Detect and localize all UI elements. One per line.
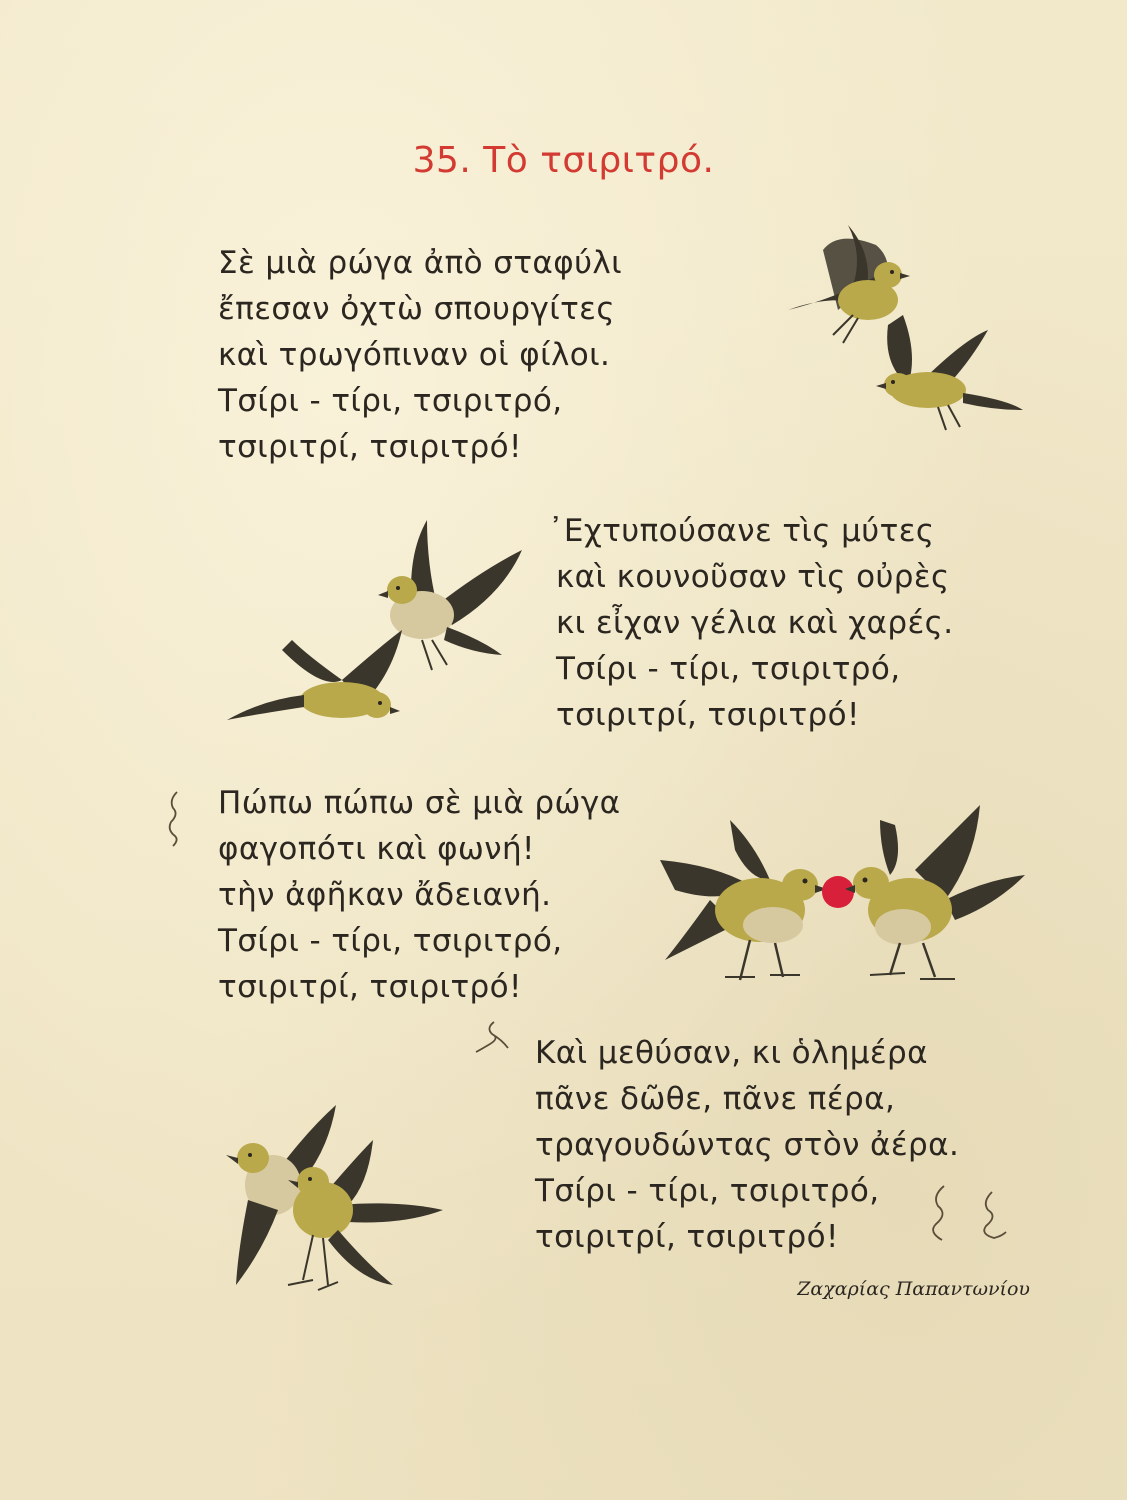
- sparrow-icon: [876, 315, 1023, 430]
- verse-line: τσιριτρί, τσιριτρό!: [218, 429, 522, 465]
- verse-line: Τσίρι - τίρι, τσιριτρό,: [218, 383, 563, 419]
- sparrow-icon: [378, 520, 522, 670]
- verse-line: Τσίρι - τίρι, τσιριτρό,: [556, 651, 901, 687]
- stanza-3: [218, 780, 620, 1010]
- author-signature: Ζαχαρίας Παπαντωνίου: [797, 1278, 1030, 1300]
- sparrows-sharing-grape-illustration: [655, 805, 1030, 1000]
- verse-line: κι εἶχαν γέλια καὶ χαρές.: [556, 605, 954, 641]
- verse-line: Τσίρι - τίρι, τσιριτρό,: [218, 923, 563, 959]
- pencil-mark-icon: [165, 790, 187, 850]
- verse-line: Πώπω πώπω σὲ μιὰ ρώγα: [218, 785, 621, 821]
- verse-line: τραγουδώντας στὸν ἀέρα.: [535, 1127, 960, 1163]
- verse-line: Τσίρι - τίρι, τσιριτρό,: [535, 1173, 880, 1209]
- verse-line: καὶ κουνοῦσαν τὶς οὐρὲς: [556, 559, 950, 595]
- sparrow-icon: [227, 630, 402, 720]
- poem-title: 35. Τὸ τσιριτρό.: [412, 140, 715, 181]
- stanza-2: [548, 508, 953, 738]
- verse-line: Σὲ μιὰ ρώγα ἀπὸ σταφύλι: [218, 245, 623, 281]
- grape-icon: [822, 876, 854, 908]
- verse-line: τσιριτρί, τσιριτρό!: [535, 1219, 839, 1255]
- verse-line: πᾶνε δῶθε, πᾶνε πέρα,: [535, 1081, 896, 1117]
- pencil-mark-icon: [922, 1182, 1022, 1244]
- stanza-1: [218, 240, 622, 470]
- verse-line: τσιριτρί, τσιριτρό!: [556, 697, 860, 733]
- verse-line: καὶ τρωγόπιναν οἱ φίλοι.: [218, 337, 611, 373]
- sparrows-dancing-illustration: [218, 1100, 448, 1315]
- stanza-4: [535, 1030, 959, 1260]
- sparrow-icon: [660, 820, 827, 980]
- verse-line: φαγοπότι καὶ φωνή!: [218, 831, 535, 867]
- verse-line: ἔπεσαν ὀχτὼ σπουργίτες: [218, 291, 615, 327]
- verse-line: ᾿Εχτυπούσανε τὶς μύτες: [548, 513, 935, 549]
- sparrow-icon: [845, 805, 1025, 979]
- verse-line: Καὶ μεθύσαν, κι ὁλημέρα: [535, 1035, 928, 1071]
- verse-line: τὴν ἀφῆκαν ἄδειανή.: [218, 877, 552, 913]
- verse-line: τσιριτρί, τσιριτρό!: [218, 969, 522, 1005]
- sparrows-playing-illustration-left: [222, 515, 522, 750]
- pencil-mark-icon: [472, 1018, 512, 1058]
- sparrows-flying-illustration-top: [768, 215, 1033, 440]
